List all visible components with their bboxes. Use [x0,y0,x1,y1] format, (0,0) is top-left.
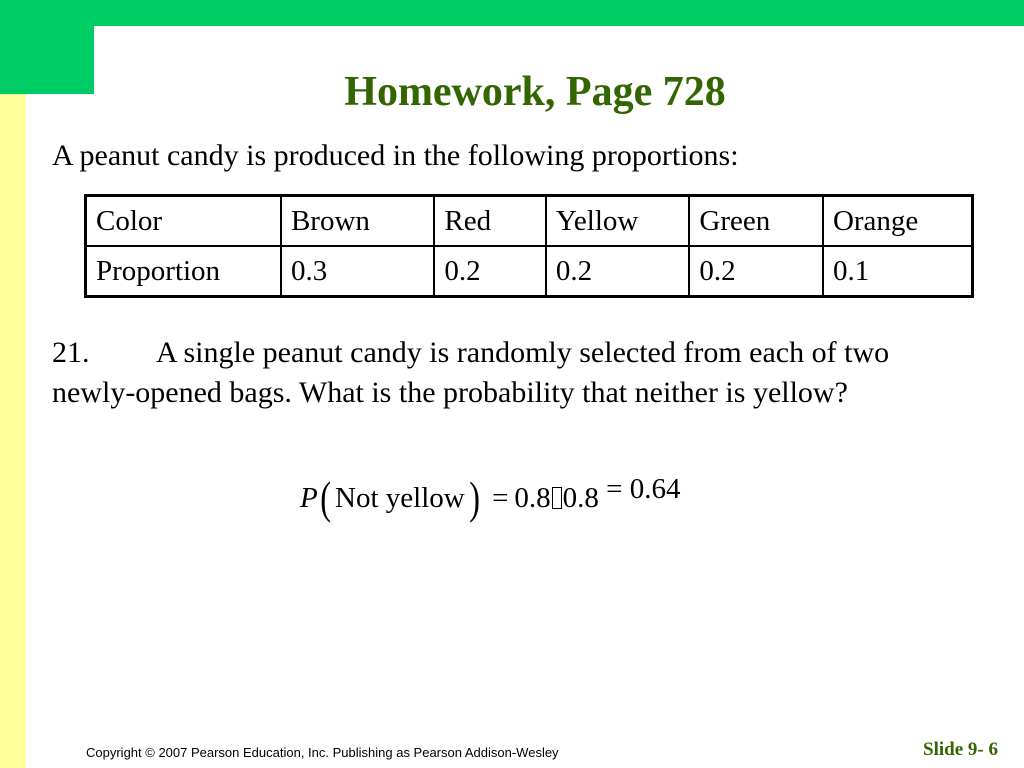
table-header-row [86,196,973,247]
table-cell: Green [689,196,823,247]
equation-factor-b: 0.8 [562,482,599,514]
table-cell: 0.1 [823,246,973,297]
equation-close-paren: ) [469,472,480,523]
table-cell: 0.2 [689,246,823,297]
equation-equals: = [492,482,509,514]
question-number: 21. [52,336,90,369]
equation-p-symbol: P [300,482,318,514]
equation-event: Not yellow [335,482,465,514]
missing-glyph-box [552,487,562,509]
equation-result: 0.64 [629,473,681,505]
table-cell: Red [434,196,546,247]
intro-text: A peanut candy is produced in the following proportions: [52,139,739,172]
equation-factor-a: 0.8 [514,482,551,514]
slide-number: Slide 9- 6 [923,739,998,760]
table-cell: 0.3 [281,246,434,297]
left-accent-bar [0,94,26,768]
table-cell: Orange [823,196,973,247]
footer-copyright: Copyright © 2007 Pearson Education, Inc. Publishing as Pearson Addison-Wesley [86,745,559,760]
question-text: A single peanut candy is randomly selected from each of two newly-opened bags. What is the probability that neither is yellow? [52,336,890,409]
equation-equals-result: = [606,473,623,505]
table-cell: Yellow [546,196,690,247]
question-block [52,333,972,413]
probability-equation [300,472,681,523]
table-cell: Color [86,196,281,247]
slide-title: Homework, Page 728 [344,69,726,115]
table-cell: 0.2 [434,246,546,297]
proportions-table [84,194,974,298]
table-cell: Brown [281,196,434,247]
table-row [86,246,973,297]
equation-open-paren: ( [320,472,331,523]
table-cell: Proportion [86,246,281,297]
table-cell: 0.2 [546,246,690,297]
top-accent-bar [0,0,1024,26]
